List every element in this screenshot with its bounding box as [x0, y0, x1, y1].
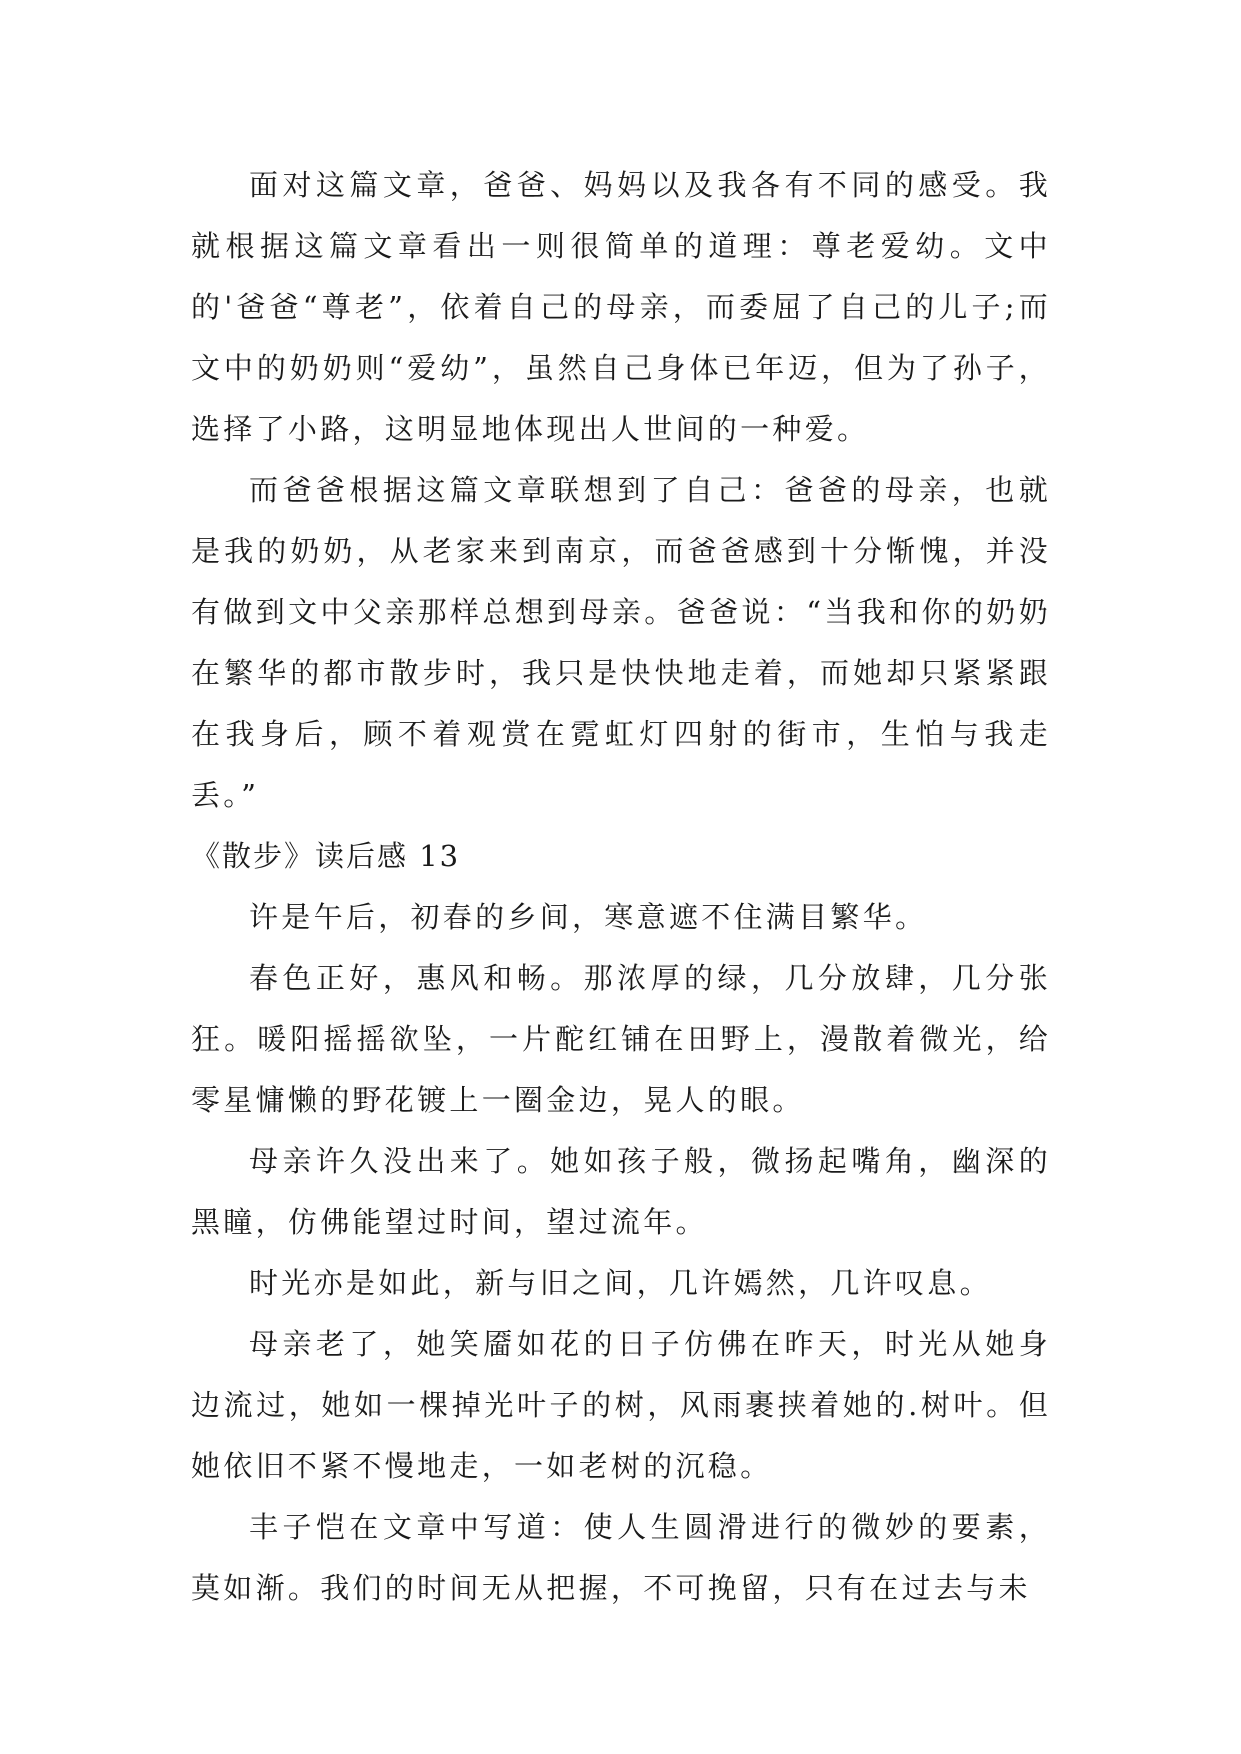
paragraph: 而爸爸根据这篇文章联想到了自己：爸爸的母亲，也就是我的奶奶，从老家来到南京，而爸爸感到十分惭愧，并没有做到文中父亲那样总想到母亲。爸爸说：“当我和你的奶奶在繁华的都市散步时，我只是快快地走着，而她却只紧紧跟在我身后，顾不着观赏在霓虹灯四射的街市，生怕与我走丢。” [191, 473, 1051, 812]
paragraph: 春色正好，惠风和畅。那浓厚的绿，几分放肆，几分张狂。暖阳摇摇欲坠，一片酡红铺在田野上，漫散着微光，给零星慵懒的野花镀上一圈金边，晃人的眼。 [191, 961, 1051, 1117]
paragraph: 时光亦是如此，新与旧之间，几许嫣然，几许叹息。 [249, 1266, 992, 1300]
document-body [191, 155, 1051, 1619]
paragraph: 母亲许久没出来了。她如孩子般，微扬起嘴角，幽深的黑瞳，仿佛能望过时间，望过流年。 [191, 1144, 1051, 1239]
paragraph: 母亲老了，她笑靥如花的日子仿佛在昨天，时光从她身边流过，她如一棵掉光叶子的树，风雨裹挟着她的.树叶。但她依旧不紧不慢地走，一如老树的沉稳。 [191, 1327, 1051, 1483]
paragraph: 面对这篇文章，爸爸、妈妈以及我各有不同的感受。我就根据这篇文章看出一则很简单的道理：尊老爱幼。文中的'爸爸“尊老”，依着自己的母亲，而委屈了自己的儿子;而文中的奶奶则“爱幼”，虽然自己身体已年迈，但为了孙子，选择了小路，这明显地体现出人世间的一种爱。 [191, 168, 1051, 446]
section-title: 《散步》读后感 13 [191, 839, 461, 873]
paragraph: 许是午后，初春的乡间，寒意遮不住满目繁华。 [249, 900, 928, 934]
paragraph: 丰子恺在文章中写道：使人生圆滑进行的微妙的要素，莫如渐。我们的时间无从把握，不可挽留，只有在过去与未 [191, 1510, 1051, 1605]
